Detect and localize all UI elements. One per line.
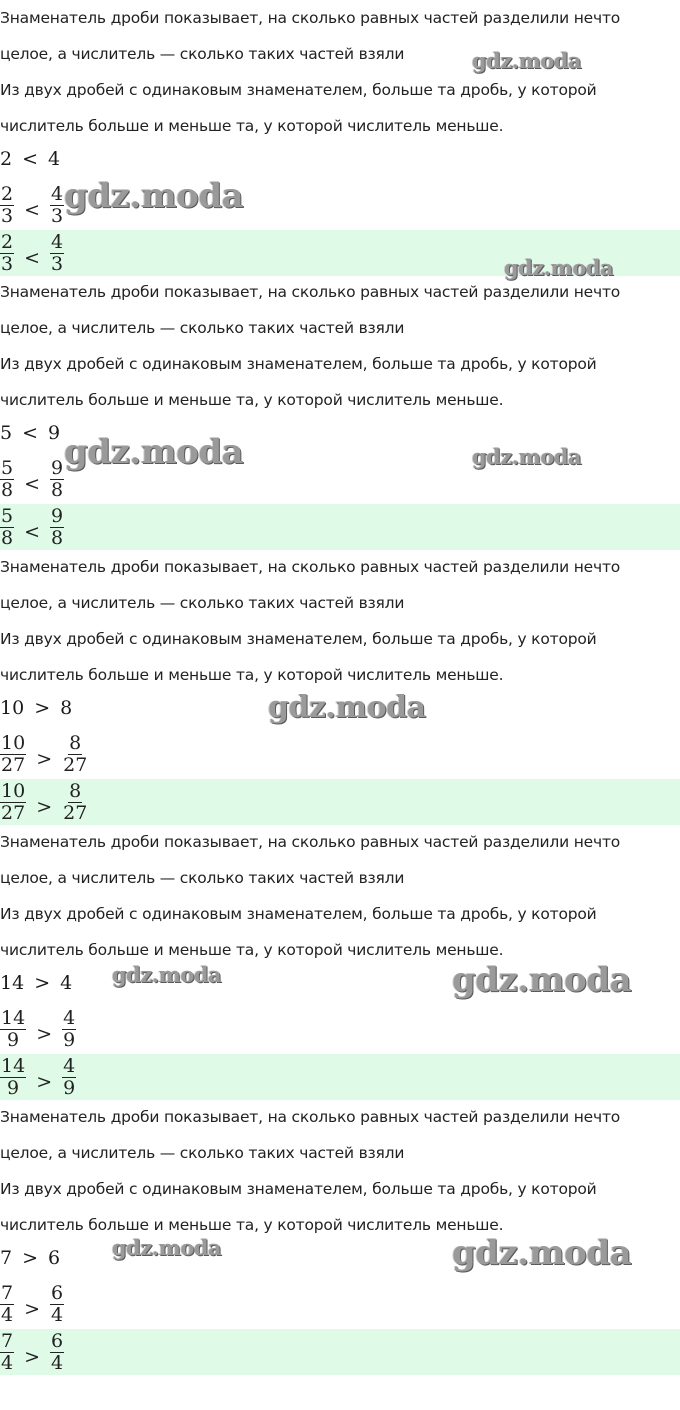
fraction-right [62,733,88,776]
answer-highlight [0,504,680,550]
relation-sign: < [24,247,41,269]
rule-text-line: Из двух дробей с одинаковым знаменателем, больше та дробь, у которой [0,81,597,99]
fraction-left [0,1331,14,1374]
numerator-comparison [0,422,60,444]
denominator-left: 9 [7,1076,20,1099]
number-right: 4 [48,148,61,170]
fraction-right [50,184,64,227]
denominator-left: 27 [1,801,26,824]
relation-sign: > [36,1023,53,1045]
relation-sign: < [24,473,41,495]
fraction-left [0,184,14,227]
rule-text-line: числитель больше и меньше та, у которой числитель меньше. [0,941,504,959]
numerator-right: 6 [51,1329,64,1352]
denominator-right: 9 [63,1076,76,1099]
numerator-right: 4 [63,1054,76,1077]
relation-sign: > [36,1071,53,1093]
fraction-comparison [0,1006,76,1052]
denominator-right: 8 [51,478,64,501]
numerator-right: 6 [51,1281,64,1304]
rule-text-line: Знаменатель дроби показывает, на сколько равных частей разделили нечто [0,558,621,576]
relation-sign: > [22,1247,39,1269]
fraction-right [50,1331,64,1374]
fraction-answer [0,504,64,550]
fraction-left [0,506,14,549]
denominator-right: 4 [51,1351,64,1374]
watermark-logo: gdz.moda [112,962,222,987]
numerator-comparison [0,1247,60,1269]
watermark-logo: gdz.moda [64,432,244,472]
numerator-left: 7 [1,1329,14,1352]
numerator-left: 7 [1,1281,14,1304]
numerator-left: 14 [1,1054,26,1077]
fraction-right [62,1056,76,1099]
rule-text-line: числитель больше и меньше та, у которой числитель меньше. [0,1216,504,1234]
rule-text-line: Из двух дробей с одинаковым знаменателем, больше та дробь, у которой [0,630,597,648]
watermark-logo: gdz.moda [64,176,244,216]
fraction-left [0,733,26,776]
watermark-logo: gdz.moda [452,960,632,1000]
number-right: 6 [48,1247,61,1269]
fraction-comparison [0,182,64,228]
watermark-logo: gdz.moda [452,1233,632,1273]
fraction-left [0,1008,26,1051]
rule-text-line: Знаменатель дроби показывает, на сколько равных частей разделили нечто [0,283,621,301]
fraction-answer [0,1054,76,1100]
numerator-left: 10 [1,779,26,802]
denominator-right: 8 [51,526,64,549]
denominator-left: 8 [1,526,14,549]
relation-sign: < [22,422,39,444]
watermark-logo: gdz.moda [472,48,582,73]
fraction-right [62,1008,76,1051]
denominator-left: 3 [1,252,14,275]
answer-highlight [0,779,680,825]
numerator-left: 5 [1,504,14,527]
rule-text-line: Знаменатель дроби показывает, на сколько равных частей разделили нечто [0,1108,621,1126]
denominator-left: 9 [7,1028,20,1051]
fraction-comparison [0,1281,64,1327]
fraction-right [50,458,64,501]
numerator-comparison [0,697,72,719]
denominator-right: 9 [63,1028,76,1051]
rule-text-line: Знаменатель дроби показывает, на сколько равных частей разделили нечто [0,9,621,27]
denominator-right: 27 [63,801,88,824]
relation-sign: > [24,1298,41,1320]
fraction-comparison [0,456,64,502]
rule-text-line: целое, а числитель — сколько таких частей взяли [0,319,405,337]
fraction-answer [0,230,64,276]
relation-sign: > [36,796,53,818]
number-left: 10 [0,697,25,719]
relation-sign: < [22,148,39,170]
rule-text-line: Из двух дробей с одинаковым знаменателем, больше та дробь, у которой [0,905,597,923]
fraction-left [0,781,26,824]
fraction-right [50,506,64,549]
rule-text-line: целое, а числитель — сколько таких частей взяли [0,869,405,887]
numerator-left: 14 [1,1006,26,1029]
relation-sign: > [34,697,51,719]
rule-text-line: Знаменатель дроби показывает, на сколько равных частей разделили нечто [0,833,621,851]
rule-text-line: целое, а числитель — сколько таких частей взяли [0,594,405,612]
numerator-left: 10 [1,731,26,754]
numerator-right: 4 [51,182,64,205]
number-left: 7 [0,1247,13,1269]
denominator-left: 4 [1,1351,14,1374]
number-left: 5 [0,422,13,444]
numerator-left: 2 [1,230,14,253]
rule-text-line: числитель больше и меньше та, у которой числитель меньше. [0,117,504,135]
number-right: 9 [48,422,61,444]
answer-highlight [0,1329,680,1375]
numerator-right: 8 [69,731,82,754]
rule-text-line: целое, а числитель — сколько таких частей взяли [0,45,405,63]
rule-text-line: числитель больше и меньше та, у которой числитель меньше. [0,391,504,409]
answer-highlight [0,1054,680,1100]
fraction-left [0,1283,14,1326]
numerator-comparison [0,148,60,170]
numerator-right: 9 [51,456,64,479]
number-right: 8 [60,697,73,719]
fraction-comparison [0,731,88,777]
fraction-left [0,1056,26,1099]
relation-sign: < [24,199,41,221]
numerator-right: 8 [69,779,82,802]
numerator-right: 4 [63,1006,76,1029]
watermark-logo: gdz.moda [504,255,614,280]
watermark-logo: gdz.moda [112,1235,222,1260]
rule-text-line: целое, а числитель — сколько таких частей взяли [0,1144,405,1162]
fraction-answer [0,1329,64,1375]
rule-text-line: Из двух дробей с одинаковым знаменателем, больше та дробь, у которой [0,355,597,373]
fraction-left [0,232,14,275]
denominator-right: 3 [51,252,64,275]
denominator-left: 27 [1,753,26,776]
numerator-left: 5 [1,456,14,479]
numerator-comparison [0,972,72,994]
fraction-right [50,232,64,275]
fraction-right [50,1283,64,1326]
fraction-right [62,781,88,824]
watermark-logo: gdz.moda [472,444,582,469]
watermark-logo: gdz.moda [268,690,426,725]
rule-text-line: числитель больше и меньше та, у которой числитель меньше. [0,666,504,684]
fraction-answer [0,779,88,825]
denominator-right: 4 [51,1303,64,1326]
numerator-right: 4 [51,230,64,253]
number-left: 2 [0,148,13,170]
number-right: 4 [60,972,73,994]
fraction-left [0,458,14,501]
numerator-left: 2 [1,182,14,205]
relation-sign: < [24,521,41,543]
numerator-right: 9 [51,504,64,527]
denominator-right: 3 [51,204,64,227]
denominator-left: 8 [1,478,14,501]
relation-sign: > [34,972,51,994]
relation-sign: > [24,1346,41,1368]
denominator-right: 27 [63,753,88,776]
relation-sign: > [36,748,53,770]
rule-text-line: Из двух дробей с одинаковым знаменателем, больше та дробь, у которой [0,1180,597,1198]
denominator-left: 4 [1,1303,14,1326]
denominator-left: 3 [1,204,14,227]
number-left: 14 [0,972,25,994]
